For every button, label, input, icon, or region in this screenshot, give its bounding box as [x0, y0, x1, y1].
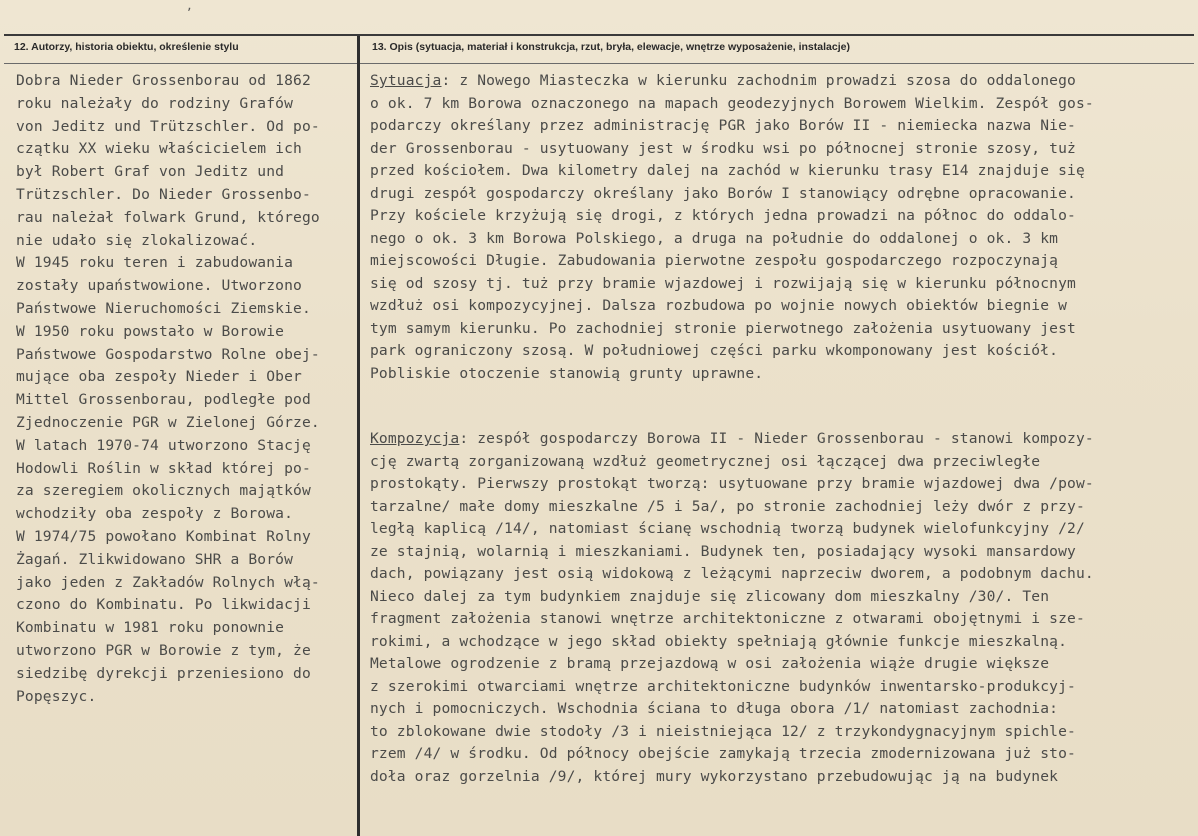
description-text-line: o ok. 7 km Borowa oznaczonego na mapach geodezyjnych Borowem Wielkim. Zespół gos-: [370, 94, 1094, 112]
history-text-line: zostały upaństwowione. Utworzono: [16, 277, 302, 295]
history-text-line: von Jeditz und Trützschler. Od po-: [16, 117, 320, 135]
header-top-rule: [4, 34, 1194, 36]
history-text-line: W 1974/75 powołano Kombinat Rolny: [16, 528, 311, 545]
history-text-line: czątku XX wieku właścicielem ich: [16, 140, 302, 158]
header-left-authors-history: 12. Autorzy, historia obiektu, określenie stylu: [14, 41, 239, 53]
history-text-line: nie udało się zlokalizować.: [16, 231, 258, 249]
history-text-line: za szeregiem okolicznych majątków: [16, 482, 311, 500]
history-text-line: utworzono PGR w Borowie z tym, że: [16, 642, 311, 659]
history-text-line: W 1950 roku powstało w Borowie: [16, 322, 285, 340]
description-text-line: rokimi, a wchodzące w jego skład obiekty spełniają głównie funkcje mieszkalną.: [370, 632, 1068, 650]
history-text-line: Żagań. Zlikwidowano SHR a Borów: [16, 550, 294, 568]
section-first-line-text: : zespół gospodarczy Borowa II - Nieder Grossenborau - stanowi kompozy-: [459, 430, 1094, 447]
history-text-line: Państwowe Nieruchomości Ziemskie.: [16, 300, 311, 317]
column-divider: [357, 36, 360, 836]
tick-mark: ʼ: [187, 6, 192, 22]
description-text-line: doła oraz gorzelnia /9/, której mury wykorzystano przebudowując ją na budynek: [370, 767, 1059, 785]
description-text-line: to zblokowane dwie stodoły /3 i nieistniejąca 12/ z trzykondygnacyjnym spichle-: [370, 722, 1076, 740]
history-text-line: Trützschler. Do Nieder Grossenbo-: [16, 186, 311, 203]
description-text-line: der Grossenborau - usytuowany jest w środku wsi po północnej stronie szosy, tuż: [370, 139, 1076, 157]
description-text-line: tym samym kierunku. Po zachodniej stronie pierwotnego założenia usytuowany jest: [370, 319, 1076, 337]
description-text-line: tarzalne/ małe domy mieszkalne /5 i 5a/, po stronie zachodniej leży dwór z przy-: [370, 497, 1085, 515]
description-text-line: ze stajnią, wolarnią i mieszkaniami. Budynek ten, posiadający wysoki mansardowy: [370, 542, 1076, 560]
history-text-line: W 1945 roku teren i zabudowania: [16, 254, 294, 272]
description-text-line: z szerokimi otwarciami wnętrze architektoniczne budynków inwentarsko-produkcyj-: [370, 677, 1076, 695]
history-text-line: Zjednoczenie PGR w Zielonej Górze.: [16, 414, 320, 431]
description-text-line: park ograniczony szosą. W południowej części parku wkomponowany jest kościół.: [370, 342, 1059, 359]
description-text-line: nego o ok. 3 km Borowa Polskiego, a druga na południe do oddalonej o ok. 3 km: [370, 229, 1059, 247]
history-text-line: rau należał folwark Grund, którego: [16, 208, 320, 226]
history-text-line: Hodowli Roślin w skład której po-: [16, 459, 311, 477]
description-text-line: rzem /4/ w środku. Od północy obejście zamykają trzecia zmodernizowana już sto-: [370, 745, 1076, 762]
history-text-line: Dobra Nieder Grossenborau od 1862: [16, 72, 311, 89]
description-text-line: nych i pomocniczych. Wschodnia ściana to długa obora /1/ natomiast zachodnia:: [370, 700, 1059, 717]
history-text-line: Mittel Grossenborau, podległe pod: [16, 391, 311, 409]
section-heading: Kompozycja: [370, 430, 460, 447]
description-text-line: miejscowości Długie. Zabudowania pierwotne zespołu gospodarczego rozpoczynają: [370, 252, 1059, 269]
description-text-line: wzdłuż osi kompozycyjnej. Dalsza rozbudowa po wojnie nowych obiektów biegnie w: [370, 297, 1068, 314]
history-text-line: roku należały do rodziny Grafów: [16, 94, 294, 112]
description-text-line: Nieco dalej za tym budynkiem znajduje się zlicowany dom mieszkalny /30/. Ten: [370, 587, 1050, 605]
section-heading: Sytuacja: [370, 72, 442, 89]
header-right-description: 13. Opis (sytuacja, materiał i konstrukcja, rzut, bryła, elewacje, wnętrze wyposażenie, instalacje): [372, 41, 850, 53]
history-text-line: był Robert Graf von Jeditz und: [16, 163, 285, 181]
description-text-line: fragment założenia stanowi wnętrze architektoniczne z otwarami obojętnymi i sze-: [370, 610, 1085, 627]
history-text-line: wchodziły oba zespoły z Borowa.: [16, 505, 294, 523]
description-text-line: cję zwartą zorganizowaną wzdłuż geometrycznej osi łączącej dwa przeciwległe: [370, 452, 1041, 470]
history-text-line: Kombinatu w 1981 roku ponownie: [16, 619, 285, 637]
description-text-line: się od szosy tj. tuż przy bramie wjazdowej i rozwijają się w kierunku północnym: [370, 274, 1076, 292]
description-text-line: ległą kaplicą /14/, natomiast ścianę wschodnią tworzą budynek wielofunkcyjny /2/: [370, 520, 1085, 537]
description-text-line: przed kościołem. Dwa kilometry dalej na zachód w kierunku trasy E14 znajduje się: [370, 162, 1085, 179]
description-heading-line: [370, 72, 1076, 89]
history-text-line: czono do Kombinatu. Po likwidacji: [16, 596, 311, 614]
description-text-line: prostokąty. Pierwszy prostokąt tworzą: usytuowane przy bramie wjazdowej dwa /pow-: [370, 475, 1094, 492]
history-text-line: siedzibę dyrekcji przeniesiono do: [16, 664, 311, 682]
header-bottom-rule: [4, 63, 1194, 64]
history-text-line: jako jeden z Zakładów Rolnych włą-: [16, 573, 320, 591]
section-first-line-text: : z Nowego Miasteczka w kierunku zachodnim prowadzi szosa do oddalonego: [441, 72, 1076, 89]
history-text-line: mujące oba zespoły Nieder i Ober: [16, 368, 302, 386]
description-text-line: Metalowe ogrodzenie z bramą przejazdową w osi założenia wiąże drugie większe: [370, 655, 1050, 672]
history-text-line: Państwowe Gospodarstwo Rolne obej-: [16, 345, 320, 363]
description-text-line: Przy kościele krzyżują się drogi, z których jedna prowadzi na północ do oddalo-: [370, 207, 1076, 224]
description-text-line: dach, powiązany jest osią widokową z leżącymi naprzeciw dworem, a podobnym dachu.: [370, 565, 1094, 582]
history-text-line: Popęszyc.: [16, 687, 97, 705]
history-text-line: W latach 1970-74 utworzono Stację: [16, 436, 311, 454]
description-text-line: Pobliskie otoczenie stanowią grunty uprawne.: [370, 364, 764, 382]
description-heading-line: [370, 430, 1094, 447]
description-text-line: drugi zespół gospodarczy określany jako Borów I stanowiący odrębne opracowanie.: [370, 184, 1076, 202]
description-text-line: podarczy określany przez administrację PGR jako Borów II - niemiecka nazwa Nie-: [370, 117, 1076, 134]
